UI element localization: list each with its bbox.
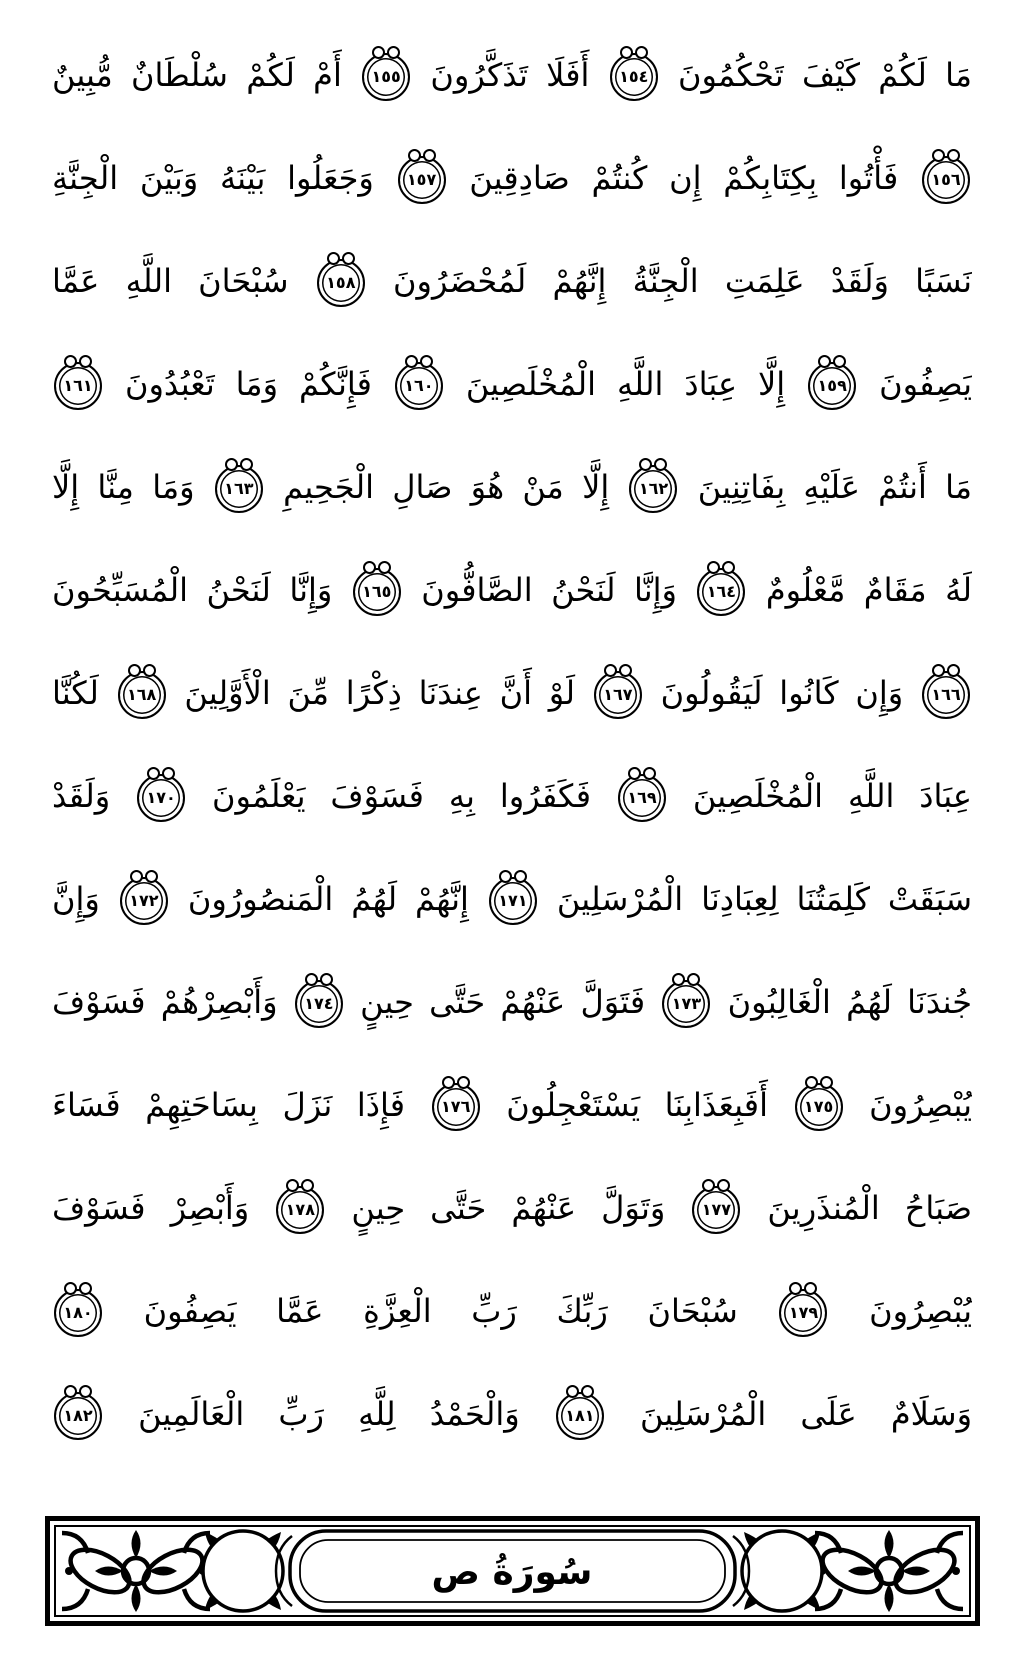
verse-number: ١٦٩ — [627, 788, 657, 807]
verse-number-medallion — [362, 53, 410, 101]
ayah-text: وَإِنَّ — [52, 880, 100, 918]
verse-number: ١٥٥ — [371, 67, 401, 86]
surah-header-ornament — [45, 1516, 980, 1626]
verse-number: ١٨٢ — [63, 1406, 93, 1425]
quran-line-13 — [52, 1260, 972, 1363]
verse-number-medallion — [808, 362, 856, 410]
verse-number-medallion — [697, 568, 745, 616]
ayah-text: مَا لَكُمْ كَيْفَ تَحْكُمُونَ — [677, 56, 972, 94]
verse-number: ١٧٨ — [285, 1200, 315, 1219]
ayah-text: وَأَبْصِرْهُمْ فَسَوْفَ — [52, 983, 278, 1021]
quran-line-4 — [52, 333, 972, 436]
ayah-text: أَمْ لَكُمْ سُلْطَانٌ مُّبِينٌ — [52, 56, 342, 94]
verse-number: ١٧٤ — [304, 994, 334, 1013]
ayah-text: نَسَبًا وَلَقَدْ عَلِمَتِ الْجِنَّةُ إِنَّهُمْ لَمُحْضَرُونَ — [393, 262, 972, 300]
verse-number: ١٦٧ — [603, 685, 633, 704]
ayah-text: وَإِنَّا لَنَحْنُ الصَّافُّونَ — [421, 571, 677, 609]
verse-number-medallion — [295, 980, 343, 1028]
ayah-text: وَإِن كَانُوا لَيَقُولُونَ — [660, 674, 904, 712]
ayah-text: وَإِنَّا لَنَحْنُ الْمُسَبِّحُونَ — [52, 571, 333, 609]
verse-number: ١٥٤ — [619, 67, 649, 86]
ayah-text: إِلَّا عِبَادَ اللَّهِ الْمُخْلَصِينَ — [465, 365, 786, 403]
verse-number-medallion — [594, 671, 642, 719]
verse-number: ١٧٥ — [803, 1097, 834, 1116]
ayah-text: سُبْحَانَ رَبِّكَ رَبِّ الْعِزَّةِ عَمَّا يَصِفُونَ — [143, 1292, 738, 1330]
quran-line-1 — [52, 24, 972, 127]
ayah-text: سُبْحَانَ اللَّهِ عَمَّا — [52, 262, 289, 300]
verse-number: ١٧٩ — [788, 1303, 819, 1322]
quran-line-9 — [52, 848, 972, 951]
ayah-text: إِلَّا مَنْ هُوَ صَالِ الْجَحِيمِ — [283, 468, 610, 506]
quran-line-7 — [52, 642, 972, 745]
ayah-text: فَإِنَّكُمْ وَمَا تَعْبُدُونَ — [124, 365, 372, 403]
verse-number: ١٧١ — [498, 891, 528, 910]
ayah-text: وَالْحَمْدُ لِلَّهِ رَبِّ الْعَالَمِينَ — [138, 1395, 520, 1433]
verse-number: ١٧٢ — [129, 891, 159, 910]
ayah-text: لَوْ أَنَّ عِندَنَا ذِكْرًا مِّنَ الْأَوَّلِينَ — [184, 674, 576, 712]
quran-line-6 — [52, 539, 972, 642]
ayah-text: إِنَّهُمْ لَهُمُ الْمَنصُورُونَ — [187, 880, 469, 918]
verse-number: ١٦٨ — [126, 685, 157, 704]
verse-number: ١٥٧ — [406, 170, 437, 189]
verse-number-medallion — [276, 1186, 324, 1234]
verse-number-medallion — [398, 156, 446, 204]
verse-number: ١٧٣ — [671, 994, 702, 1013]
verse-number-medallion — [118, 671, 166, 719]
ayah-text: يُبْصِرُونَ — [869, 1086, 972, 1124]
ayah-text: وَلَقَدْ — [52, 777, 111, 815]
verse-number-medallion — [395, 362, 443, 410]
ayah-text: وَأَبْصِرْ فَسَوْفَ — [52, 1189, 250, 1227]
surah-title: سُورَةُ ص — [431, 1552, 592, 1593]
verse-number-medallion — [795, 1083, 843, 1131]
surah-header-frame — [45, 1516, 980, 1626]
verse-number-medallion — [922, 671, 970, 719]
verse-number-medallion — [215, 465, 263, 513]
verse-number-medallion — [922, 156, 970, 204]
ayah-text: لَهُ مَقَامٌ مَّعْلُومٌ — [765, 571, 972, 609]
verse-number-medallion — [120, 877, 168, 925]
verse-number: ١٨٠ — [63, 1303, 93, 1322]
ayah-text: عِبَادَ اللَّهِ الْمُخْلَصِينَ — [692, 777, 972, 815]
verse-number-medallion — [432, 1083, 480, 1131]
verse-number: ١٦٢ — [638, 479, 669, 498]
verse-number-medallion — [610, 53, 658, 101]
ayah-text: أَفَلَا تَذَكَّرُونَ — [430, 56, 590, 94]
ayah-text: فَكَفَرُوا بِهِ فَسَوْفَ يَعْلَمُونَ — [212, 777, 592, 815]
quran-line-8 — [52, 745, 972, 848]
verse-number-medallion — [353, 568, 401, 616]
verse-number-medallion — [629, 465, 677, 513]
ayah-text: لَكُنَّا — [52, 674, 99, 712]
verse-number: ١٥٨ — [326, 273, 356, 292]
verse-number-medallion — [692, 1186, 740, 1234]
verse-number: ١٦٠ — [404, 376, 434, 395]
title-cartouche — [290, 1531, 735, 1611]
quran-line-5 — [52, 436, 972, 539]
quran-line-10 — [52, 951, 972, 1054]
ayah-text: فَتَوَلَّ عَنْهُمْ حَتَّى حِينٍ — [360, 983, 646, 1021]
quran-line-14 — [52, 1363, 972, 1466]
verse-number: ١٦٥ — [362, 582, 392, 601]
quran-line-12 — [52, 1157, 972, 1260]
quran-line-3 — [52, 230, 972, 333]
verse-number: ١٥٩ — [817, 376, 847, 395]
ayah-text: فَأْتُوا بِكِتَابِكُمْ إِن كُنتُمْ صَادِقِينَ — [469, 159, 899, 197]
ayah-text: سَبَقَتْ كَلِمَتُنَا لِعِبَادِنَا الْمُرْسَلِينَ — [556, 880, 972, 918]
verse-number: ١٧٦ — [441, 1097, 471, 1116]
ayah-text: يُبْصِرُونَ — [869, 1292, 972, 1330]
ayah-text: وَجَعَلُوا بَيْنَهُ وَبَيْنَ الْجِنَّةِ — [52, 159, 374, 197]
ayah-text: وَسَلَامٌ عَلَى الْمُرْسَلِينَ — [640, 1395, 972, 1433]
verse-number-medallion — [489, 877, 537, 925]
verse-number: ١٧٧ — [701, 1200, 732, 1219]
ayah-text: مَا أَنتُمْ عَلَيْهِ بِفَاتِنِينَ — [697, 468, 972, 506]
verse-number: ١٦٦ — [931, 685, 961, 704]
verse-number-medallion — [54, 1392, 102, 1440]
verse-number-medallion — [618, 774, 666, 822]
verse-number-medallion — [662, 980, 710, 1028]
ayah-text: وَمَا مِنَّا إِلَّا — [52, 468, 195, 506]
verse-number-medallion — [317, 259, 365, 307]
ayah-text: وَتَوَلَّ عَنْهُمْ حَتَّى حِينٍ — [351, 1189, 666, 1227]
ayah-text: جُندَنَا لَهُمُ الْغَالِبُونَ — [727, 983, 972, 1021]
verse-number-medallion — [137, 774, 185, 822]
ayah-text: يَصِفُونَ — [879, 365, 972, 403]
quran-line-11 — [52, 1054, 972, 1157]
ayah-text: فَإِذَا نَزَلَ بِسَاحَتِهِمْ فَسَاءَ — [52, 1086, 406, 1124]
verse-number-medallion — [54, 1289, 102, 1337]
verse-number: ١٥٦ — [931, 170, 961, 189]
verse-number: ١٦٣ — [224, 479, 254, 498]
verse-number-medallion — [779, 1289, 827, 1337]
verse-number: ١٦٤ — [706, 582, 737, 601]
verse-number: ١٦١ — [63, 376, 93, 395]
verse-number: ١٨١ — [565, 1406, 595, 1425]
ayah-text: صَبَاحُ الْمُنذَرِينَ — [767, 1189, 972, 1227]
verse-number-medallion — [54, 362, 102, 410]
ayah-text: أَفَبِعَذَابِنَا يَسْتَعْجِلُونَ — [506, 1086, 768, 1124]
verse-number: ١٧٠ — [146, 788, 176, 807]
quran-line-2 — [52, 127, 972, 230]
verse-number-medallion — [556, 1392, 604, 1440]
